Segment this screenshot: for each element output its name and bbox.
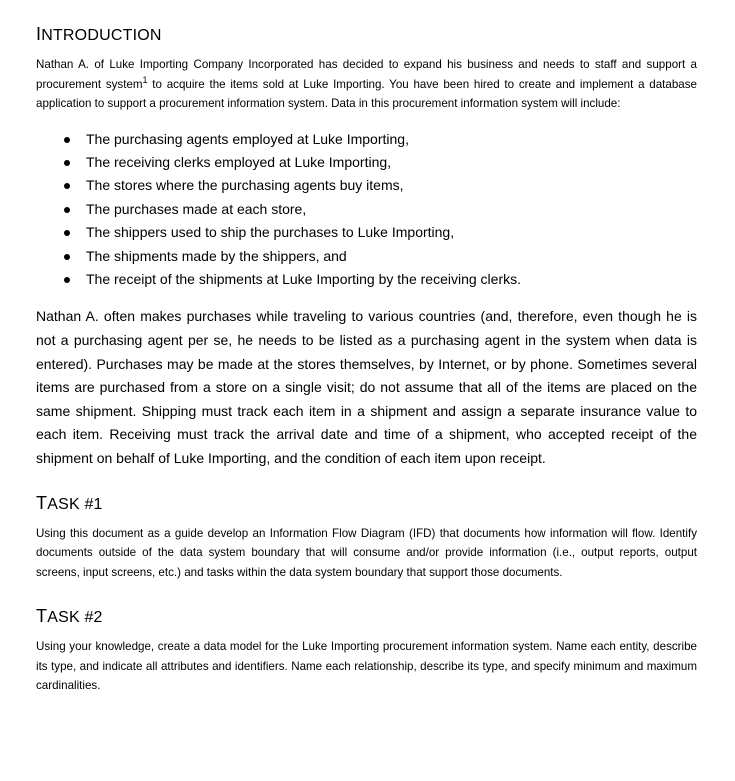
bullet-icon [64, 277, 70, 283]
list-item [64, 128, 697, 151]
task1-heading-rest: ASK #1 [47, 495, 103, 513]
task2-heading-rest: ASK #2 [47, 609, 103, 626]
bullet-icon [64, 254, 70, 260]
bullet-icon [64, 230, 70, 236]
task1-heading [36, 493, 697, 514]
list-item-text: The shippers used to ship the purchases to Luke Importing, [86, 224, 455, 241]
list-item-text: The shipments made by the shippers, and [86, 247, 347, 264]
task2-heading-cap: T [36, 606, 48, 626]
introduction-text-part2: to acquire the items sold at Luke Importing. You have been hired to create and implement a database application to support a procurement information system. Data in this procurement information system will include: [36, 77, 697, 110]
task1-heading-cap: T [36, 492, 48, 513]
introduction-paragraph [36, 55, 697, 114]
bullet-icon [64, 207, 70, 213]
list-item-text: The stores where the purchasing agents buy items, [86, 177, 404, 194]
list-item [64, 221, 697, 244]
list-item [64, 245, 697, 268]
list-item [64, 151, 697, 174]
footnote-marker: 1 [142, 74, 148, 85]
introduction-heading-cap: I [36, 24, 42, 44]
list-item-text: The purchases made at each store, [86, 200, 307, 217]
list-item-text: The purchasing agents employed at Luke Importing, [86, 130, 409, 147]
introduction-heading [36, 0, 697, 45]
data-items-list [36, 128, 697, 292]
bullet-icon [64, 160, 70, 166]
list-item-text: The receiving clerks employed at Luke Importing, [86, 153, 392, 170]
list-item-text: The receipt of the shipments at Luke Importing by the receiving clerks. [86, 270, 521, 287]
details-paragraph: Nathan A. often makes purchases while traveling to various countries (and, therefore, even though he is not a purchasing agent per se, he needs to be listed as a purchasing agent in the system when data is entered). Purchases may be made at the stores themselves, by Internet, or by phone. Sometimes several items are purchased from a store on a single visit; do not assume that all of the items are placed on the same shipment. Shipping must track each item in a shipment and assign a separate insurance value to each item. Receiving must track the arrival date and time of a shipment, who accepted receipt of the shipment on behalf of Luke Importing, and the condition of each item upon receipt. [36, 308, 697, 466]
task1-paragraph: Using this document as a guide develop an Information Flow Diagram (IFD) that documents how information will flow. Identify documents outside of the data system boundary that will consume and/or provide information (i.e., output reports, output screens, input screens, etc.) and tasks within the data system boundary that support those documents. [36, 526, 697, 579]
bullet-icon [64, 183, 70, 189]
task2-paragraph: Using your knowledge, create a data model for the Luke Importing procurement information system. Name each entity, describe its type, and indicate all attributes and identifiers. Name each relationship, describe its type, and specify minimum and maximum cardinalities. [36, 640, 697, 692]
list-item [64, 174, 697, 197]
bullet-icon [64, 137, 70, 143]
task2-heading [36, 606, 697, 627]
list-item [64, 198, 697, 221]
introduction-text-part1: Nathan A. of Luke Importing Company Incorporated has decided to expand his business and needs to staff and support a procurement system [36, 58, 697, 91]
introduction-heading-rest: NTRODUCTION [41, 27, 162, 44]
list-item [64, 268, 697, 291]
